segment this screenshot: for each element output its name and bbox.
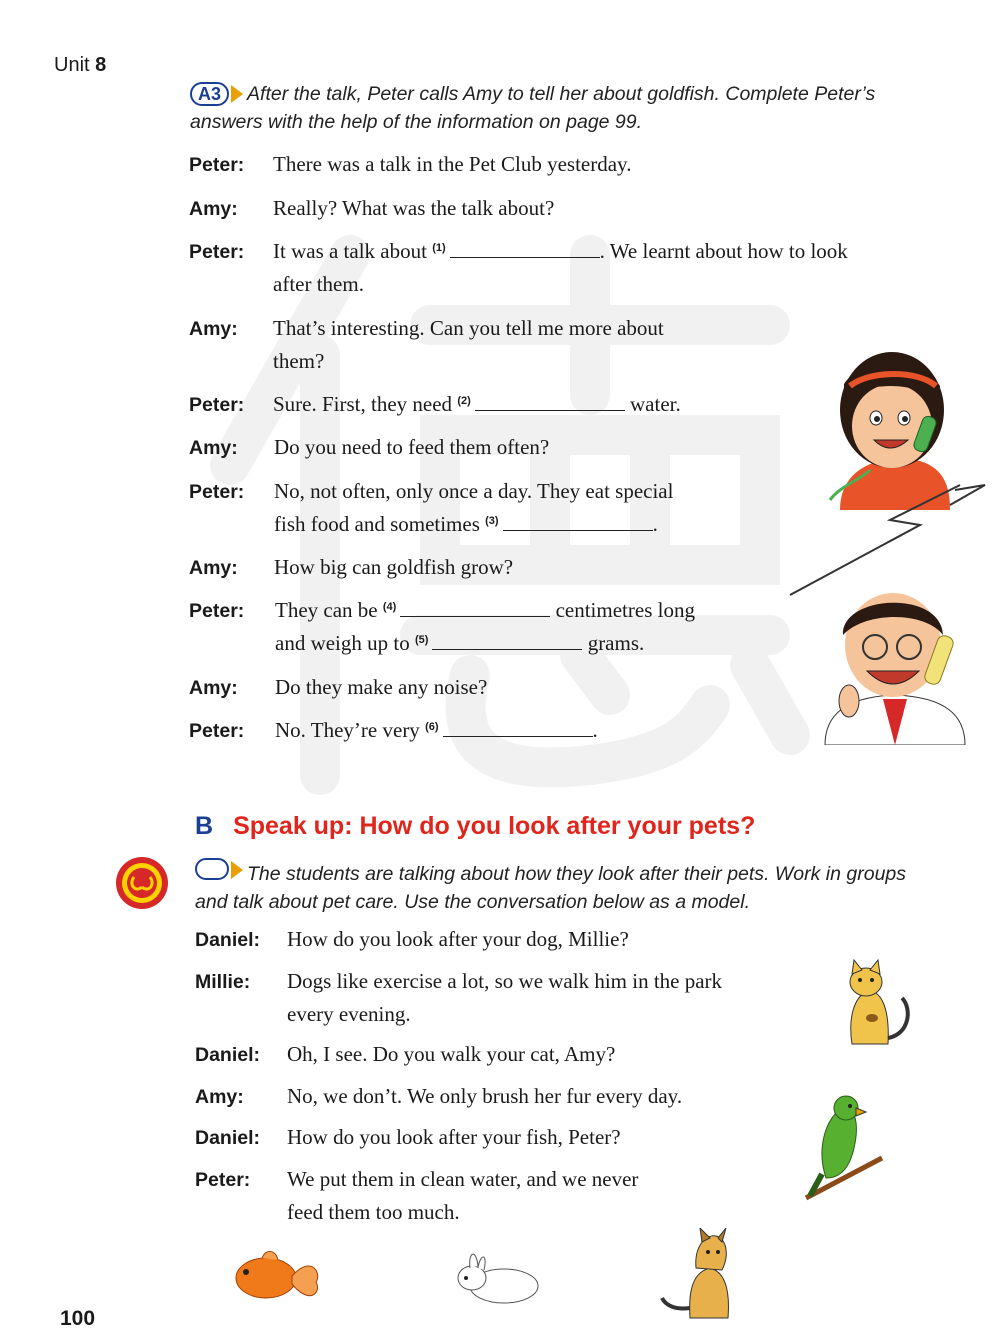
line-post: . xyxy=(592,718,598,742)
speaker-label: Peter: xyxy=(189,241,245,263)
parrot-illustration xyxy=(796,1088,886,1202)
line-text: There was a talk in the Pet Club yesterday. xyxy=(273,152,632,176)
cat-illustration xyxy=(832,958,914,1046)
line-pre: No. They’re very xyxy=(275,718,420,742)
speaker-label: Amy: xyxy=(189,557,238,579)
line-text-2: them? xyxy=(273,349,325,373)
rabbit-illustration xyxy=(452,1244,544,1306)
line-text: No, we don’t. We only brush her fur every day. xyxy=(287,1084,683,1108)
line-text: No, not often, only once a day. They eat special xyxy=(274,479,674,503)
goldfish-illustration xyxy=(226,1244,322,1310)
line-text: How do you look after your dog, Millie? xyxy=(287,927,629,951)
unit-number: 8 xyxy=(95,54,107,76)
line-text: That’s interesting. Can you tell me more about xyxy=(273,316,664,340)
line-post: . xyxy=(652,512,658,536)
line-post: . We learnt about how to look xyxy=(599,239,848,263)
line-text: Do they make any noise? xyxy=(275,675,488,699)
blank-number: (5) xyxy=(414,634,429,646)
a3-instruction xyxy=(190,80,970,136)
a3-instruction-line2: answers with the help of the information on page 99. xyxy=(190,111,643,133)
speaker-label: Peter: xyxy=(189,394,245,416)
speaker-label: Peter: xyxy=(189,720,245,742)
b-instruction-line2: and talk about pet care. Use the conversation below as a model. xyxy=(195,891,750,913)
answer-blank[interactable] xyxy=(450,241,600,258)
speaker-label: Peter: xyxy=(189,600,245,622)
blank-number: (4) xyxy=(382,601,397,613)
b-badge xyxy=(195,858,229,880)
speaker-label: Peter: xyxy=(195,1169,251,1191)
line-text: Do you need to feed them often? xyxy=(274,435,550,459)
speaker-label: Daniel: xyxy=(195,1127,261,1149)
blank-number: (1) xyxy=(432,242,446,254)
section-letter: B xyxy=(195,812,214,840)
speaker-label: Peter: xyxy=(189,481,245,503)
dog-illustration xyxy=(660,1228,752,1320)
line-text xyxy=(273,392,681,417)
unit-text: Unit xyxy=(54,54,90,76)
answer-blank[interactable] xyxy=(432,633,582,650)
boy-on-phone-illustration xyxy=(805,575,985,745)
line-text xyxy=(273,239,848,264)
line-text: How big can goldfish grow? xyxy=(274,555,514,579)
answer-blank[interactable] xyxy=(443,720,593,737)
line-text-2: after them. xyxy=(273,272,364,296)
line-pre: fish food and sometimes xyxy=(274,512,480,536)
speaker-label: Peter: xyxy=(189,154,245,176)
speaker-label: Amy: xyxy=(195,1086,244,1108)
line-post: grams. xyxy=(587,631,645,655)
line-text xyxy=(275,598,695,623)
answer-blank[interactable] xyxy=(503,514,653,531)
speaking-activity-icon xyxy=(114,855,170,911)
speaker-label: Amy: xyxy=(189,437,238,459)
line-text: Oh, I see. Do you walk your cat, Amy? xyxy=(287,1042,616,1066)
speaker-label: Amy: xyxy=(189,318,238,340)
section-title: Speak up: How do you look after your pets? xyxy=(233,812,756,840)
line-text-2: every evening. xyxy=(287,1002,411,1026)
line-text-2 xyxy=(274,512,658,537)
unit-label xyxy=(54,54,106,77)
line-text-2: feed them too much. xyxy=(287,1200,460,1224)
answer-blank[interactable] xyxy=(475,394,625,411)
b-instruction-line1: The students are talking about how they look after their pets. Work in groups xyxy=(247,863,907,885)
line-text: How do you look after your fish, Peter? xyxy=(287,1125,621,1149)
line-text: Really? What was the talk about? xyxy=(273,196,555,220)
line-text xyxy=(275,718,598,743)
speaker-label: Amy: xyxy=(189,198,238,220)
speaker-label: Daniel: xyxy=(195,1044,261,1066)
a3-badge: A3 xyxy=(190,82,229,106)
answer-blank[interactable] xyxy=(400,600,550,617)
line-text: Dogs like exercise a lot, so we walk him in the park xyxy=(287,969,723,993)
a3-instruction-line1: After the talk, Peter calls Amy to tell her about goldfish. Complete Peter’s xyxy=(247,83,876,105)
line-pre: It was a talk about xyxy=(273,239,427,263)
line-pre: and weigh up to xyxy=(275,631,410,655)
blank-number: (6) xyxy=(425,721,439,733)
speaker-label: Daniel: xyxy=(195,929,261,951)
line-post: centimetres long xyxy=(555,598,695,622)
line-post: water. xyxy=(630,392,681,416)
line-text: We put them in clean water, and we never xyxy=(287,1167,639,1191)
blank-number: (3) xyxy=(485,515,499,527)
section-b-title xyxy=(195,812,755,841)
speaker-label: Amy: xyxy=(189,677,238,699)
blank-number: (2) xyxy=(457,395,471,407)
line-text-2 xyxy=(275,631,644,656)
page-number: 100 xyxy=(60,1307,96,1330)
b-instruction xyxy=(195,858,985,916)
speaker-label: Millie: xyxy=(195,971,251,993)
line-pre: Sure. First, they need xyxy=(273,392,453,416)
line-pre: They can be xyxy=(275,598,378,622)
